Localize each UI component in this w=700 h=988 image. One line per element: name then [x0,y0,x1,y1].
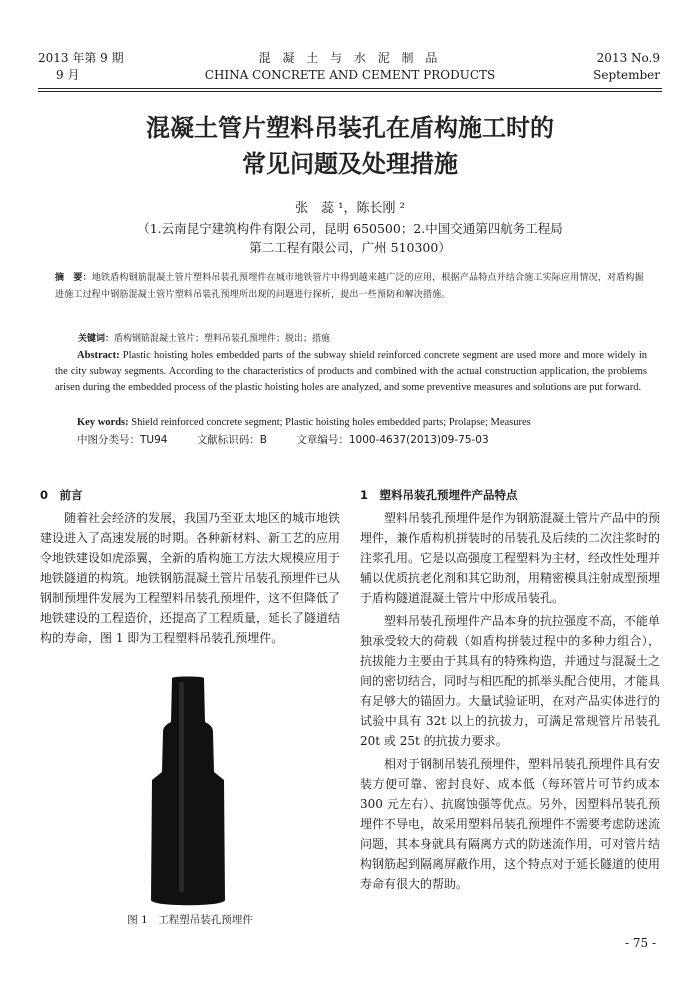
issue-month-en: September [593,68,660,82]
authors: 张 蕊 ¹，陈长刚 ² [295,201,405,216]
abstract-en-text: Plastic hoisting holes embedded parts of the subway shield reinforced concrete segment are used more and more widely in the city subway segments. According to the characteristics of products and combined with the actual construction application, the problems arisen during the embedded process of the plastic hoisting holes are analyzed, and some preventive measures and solutions are put forward. [55,350,647,393]
section-0-paragraph: 随着社会经济的发展，我国乃至亚太地区的城市地铁建设进入了高速发展的时期。各种新材料、新工艺的应用令地铁建设如虎添翼，全新的盾构施工方法大规模应用于地铁隧道的构筑。地铁钢筋混凝土管片吊装孔预埋件已从钢制预埋件发展为工程塑料吊装孔预埋件，这不但降低了地铁建设的工程造价，还提高了工程质量，延长了隧道结构的寿命，图 1 即为工程塑料吊装孔预埋件。 [40,511,341,645]
clc-number: 中图分类号：TU94 [77,434,168,446]
keywords-en [77,415,647,431]
journal-name-en: CHINA CONCRETE AND CEMENT PRODUCTS [204,68,496,82]
article-title [0,110,700,182]
header-rule-top [38,88,662,89]
header-rule-bottom [38,91,662,92]
issue-year-number: 2013 年第 9 期 [38,51,124,65]
affiliation-line-1: （1.云南昆宁建筑构件有限公司，昆明 650500；2.中国交通第四航务工程局 [137,221,563,236]
page-number: - 75 - [624,936,656,950]
section-1-paragraph: 相对于钢制吊装孔预埋件，塑料吊装孔预埋件具有安装方便可靠、密封良好、成本低（每环管片可节约成本 300 元左右）、抗腐蚀强等优点。另外，因塑料吊装孔预埋件不导电，故采用塑料吊装孔预埋件不需要考虑防迷流问题，其本身就具有隔离方式的防迷流作用，可对管片结构钢筋起到隔离屏蔽作用，这个特点对于延长隧道的使用寿命有很大的帮助。 [360,757,661,891]
article-number: 文章编号：1000-4637(2013)09-75-03 [296,434,489,446]
keywords-cn-label: 关键词： [78,334,115,344]
title-line-1: 混凝土管片塑料吊装孔在盾构施工时的 [146,114,554,142]
section-1-paragraph: 塑料吊装孔预埋件是作为钢筋混凝土管片产品中的预埋件，兼作盾构机拼装时的吊装孔及后续的二次注浆时的注浆孔用。它是以高强度工程塑料为主材，经改性处理并辅以优质抗老化剂和其它助剂，用精密模具注射成型预埋于盾构隧道混凝土管片中形成吊装孔。 [360,511,661,605]
keywords-en-text: Shield reinforced concrete segment; Plastic hoisting holes embedded parts; Prolapse; Measures [131,417,531,428]
section-0-body [40,508,340,648]
keywords-en-label: Key words: [77,417,129,428]
issue-month: 9 月 [56,68,80,82]
journal-name-cn: 混 凝 土 与 水 泥 制 品 [258,51,442,65]
abstract-en-label: Abstract: [77,350,120,361]
abstract-cn [55,270,645,304]
figure-1-caption: 图 1 工程塑吊装孔预埋件 [127,914,253,926]
keywords-cn [78,331,648,347]
section-0-heading: 0 前言 [40,488,83,502]
journal-issue-en [593,50,660,84]
affiliation [0,219,700,257]
hoisting-hole-insert-photo [151,677,225,906]
issue-number-en: 2013 No.9 [596,51,660,65]
section-1-heading: 1 塑料吊装孔预埋件产品特点 [360,488,518,502]
affiliation-line-2: 第二工程有限公司，广州 510300） [249,240,451,255]
classification-line [77,432,647,448]
keywords-cn-text: 盾构钢筋混凝土管片；塑料吊装孔预埋件；脱出；措施 [114,334,331,344]
abstract-en [55,348,647,396]
title-line-2: 常见问题及处理措施 [242,150,458,178]
figure-1-image [148,676,228,908]
abstract-cn-text: 地铁盾构钢筋混凝土管片塑料吊装孔预埋件在城市地铁管片中得到越来越广泛的应用，根据产品特点并结合施工实际应用情况，对盾构掘进施工过程中钢筋混凝土管片塑料吊装孔预埋所出现的问题进行探析，提出一些预防和解决措施。 [55,273,644,300]
section-1-body [360,508,660,894]
section-1-paragraph: 塑料吊装孔预埋件产品本身的抗拉强度不高，不能单独承受较大的荷载（如盾构拼装过程中的多种力组合），抗拔能力主要由于其具有的特殊构造，并通过与混凝土之间的密切结合，同时与相匹配的抓举头配合使用，才能具有足够大的锚固力。大量试验证明，在对产品实体进行的试验中具有 32t 以上的抗拔力，可满足常规管片吊装孔 20t 或 25t 的抗拔力要求。 [360,614,661,748]
photo-highlight [179,682,184,892]
abstract-cn-label: 摘 要： [55,273,92,283]
document-code: 文献标识码：B [196,434,268,446]
